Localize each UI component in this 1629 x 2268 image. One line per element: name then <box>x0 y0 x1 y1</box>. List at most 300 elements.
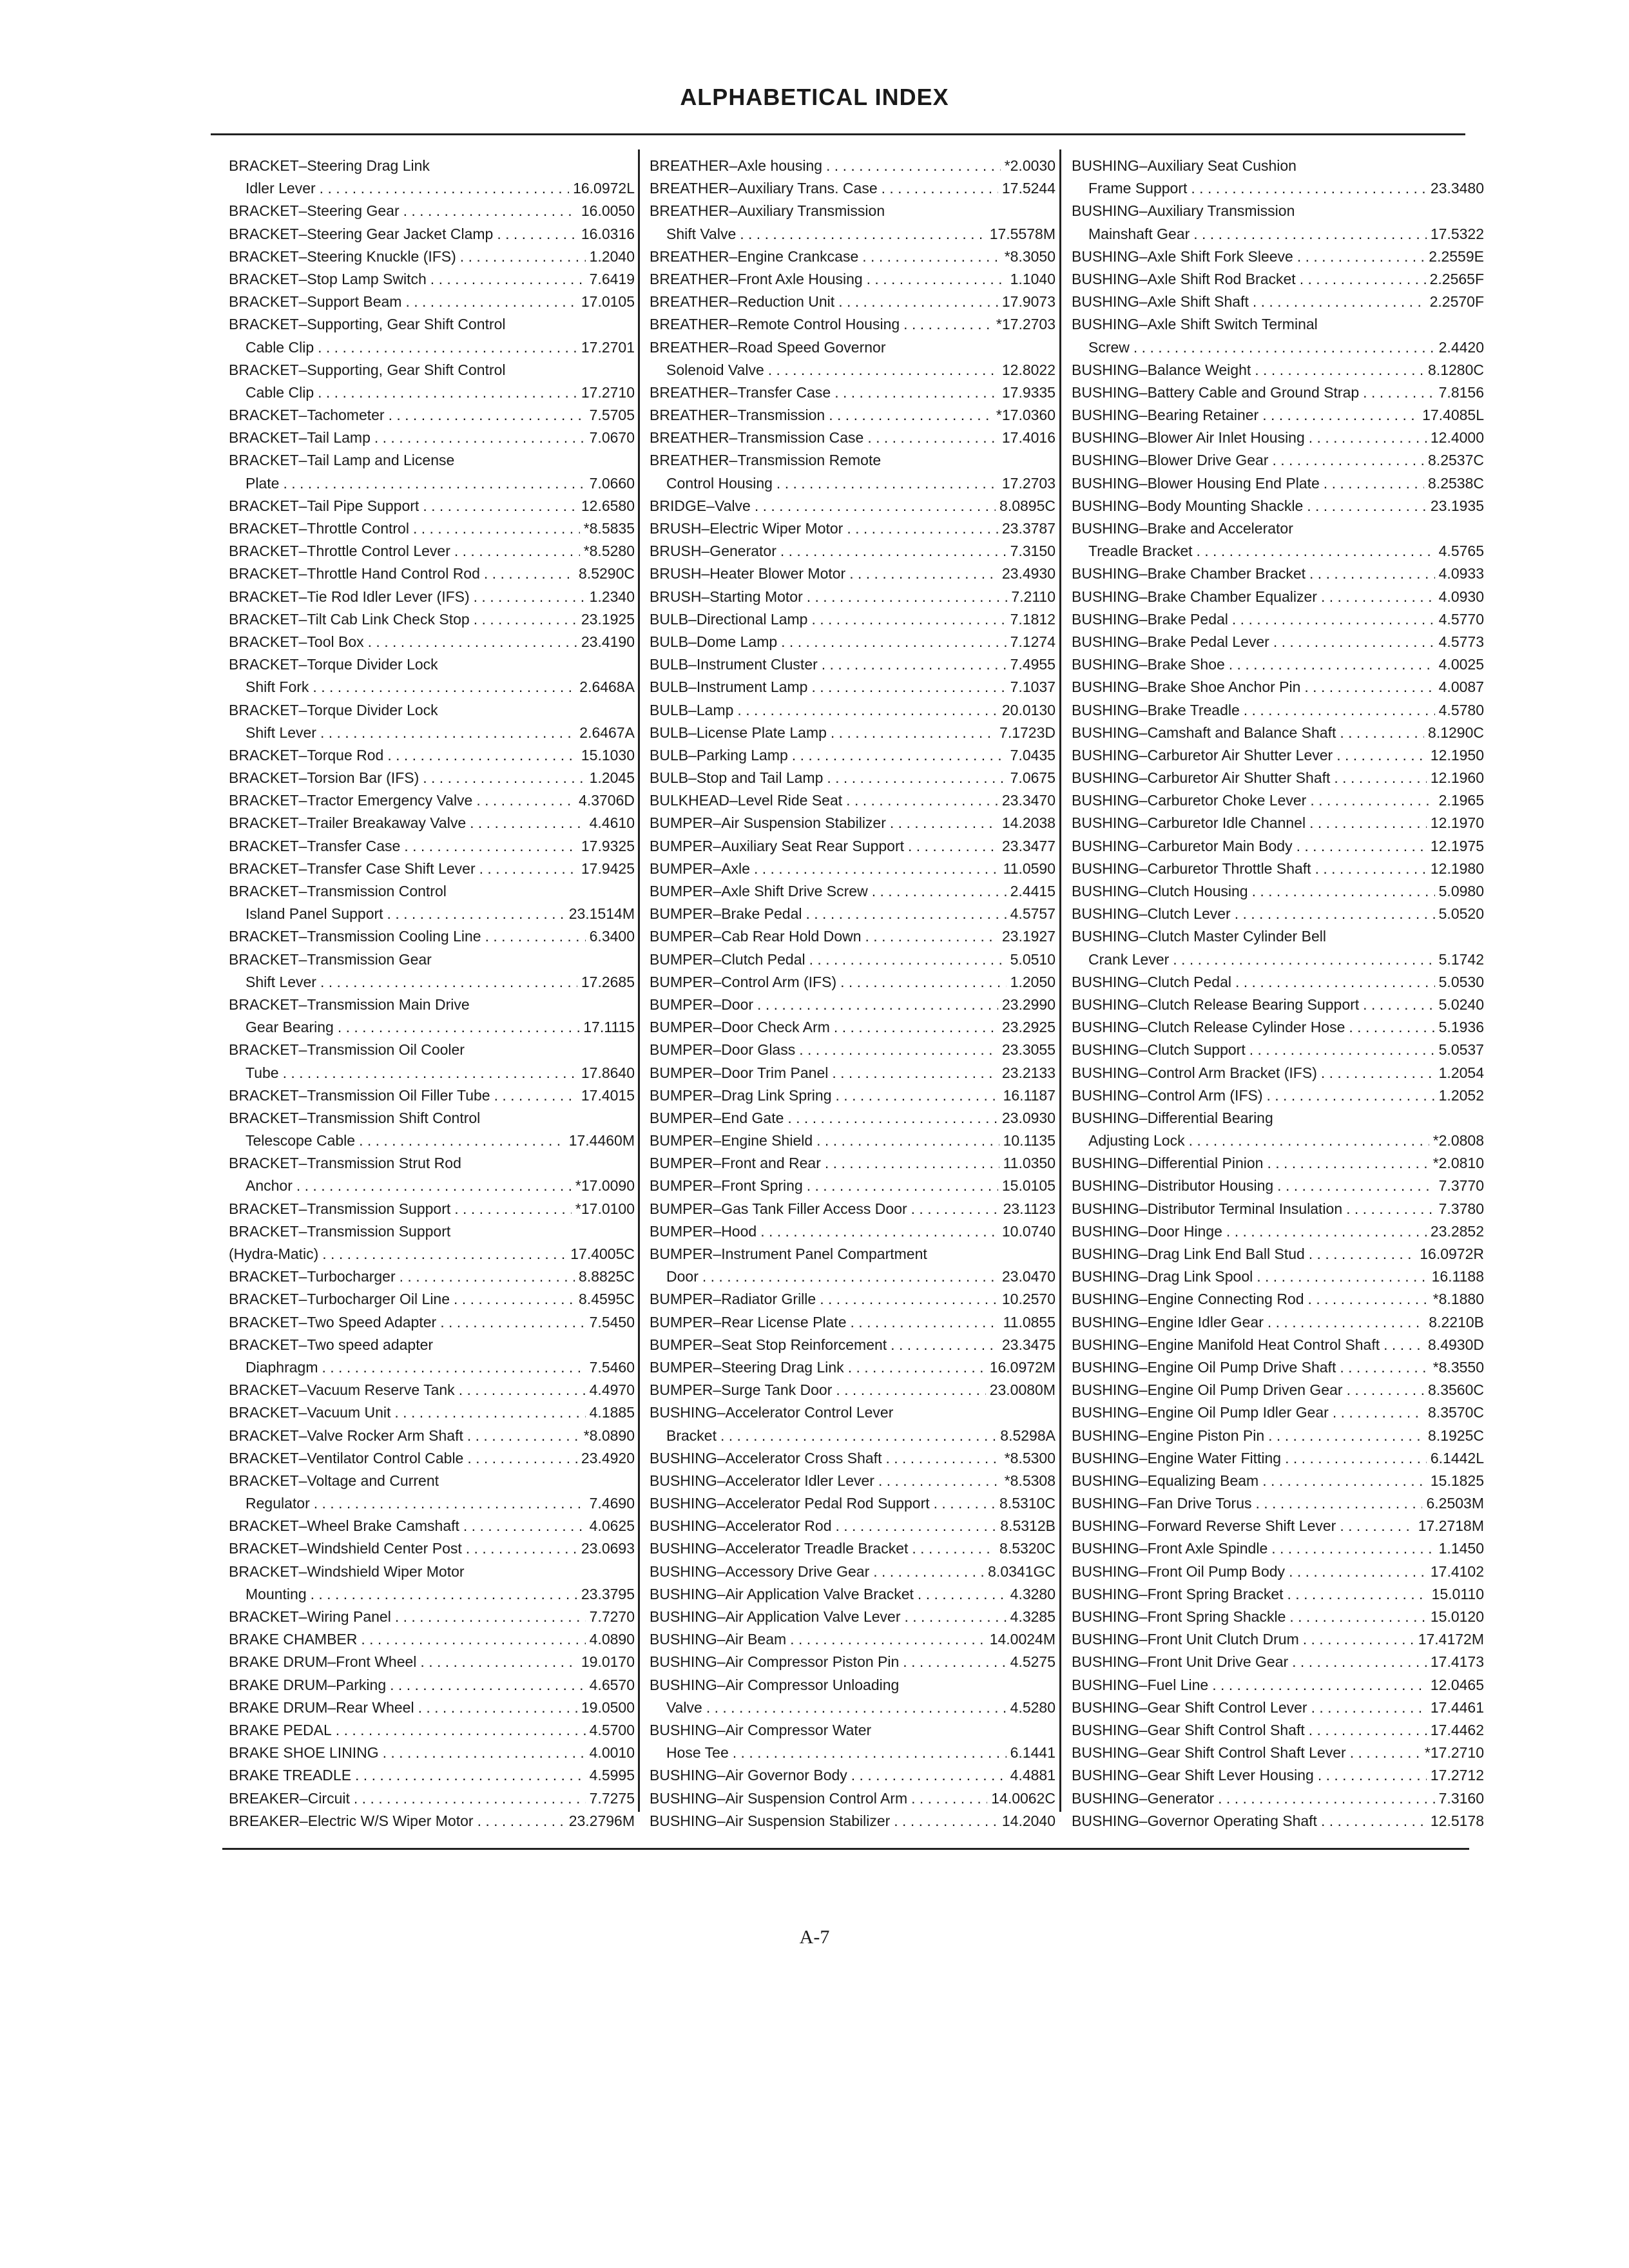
index-entry-reference: 17.0105 <box>581 293 635 311</box>
dot-leader <box>1262 1470 1427 1492</box>
index-entry <box>1072 245 1484 268</box>
dot-leader <box>320 971 577 994</box>
index-entry-label: BRACKET–Throttle Hand Control Rod <box>229 565 480 582</box>
index-entry-label: BUMPER–Axle Shift Drive Screw <box>650 883 868 899</box>
dot-leader <box>836 1084 999 1107</box>
index-entry <box>650 313 1055 336</box>
index-entry <box>1072 1515 1484 1537</box>
index-entry <box>650 381 1055 404</box>
index-entry-label: BUSHING–Forward Reverse Shift Lever <box>1072 1517 1336 1535</box>
index-entry-reference: 23.3795 <box>581 1585 635 1602</box>
index-entry <box>229 381 635 404</box>
index-entry <box>229 903 635 925</box>
index-entry-label: BREATHER–Transmission Case <box>650 429 864 447</box>
index-entry-label: BULB–Dome Lamp <box>650 633 778 650</box>
index-entry-label: Tube <box>246 1064 279 1081</box>
index-entry-reference: 6.2503M <box>1426 1495 1484 1512</box>
index-entry-reference: 1.2045 <box>589 769 635 787</box>
index-entry-reference: 17.4461 <box>1430 1698 1484 1716</box>
index-entry <box>650 744 1055 767</box>
index-entry <box>229 1016 635 1039</box>
dot-leader <box>423 495 577 517</box>
dot-leader <box>911 1198 999 1220</box>
index-entry-reference: 2.2565F <box>1429 270 1484 287</box>
index-entry-label: BRACKET–Transmission Support <box>229 1222 451 1240</box>
dot-leader <box>867 268 1007 291</box>
index-entry-label: BUSHING–Axle Shift Fork Sleeve <box>1072 247 1293 265</box>
index-entry-label: BRACKET–Transmission Gear <box>229 950 432 968</box>
index-entry-reference: 23.2990 <box>1001 995 1055 1013</box>
dot-leader <box>903 1651 1006 1673</box>
index-entry-label: BUSHING–Accelerator Idler Lever <box>650 1472 874 1489</box>
index-entry-label: BRACKET–Voltage and Current <box>229 1472 439 1489</box>
index-entry-reference: 1.1450 <box>1438 1540 1484 1557</box>
index-entry-reference: 15.1030 <box>581 746 635 764</box>
index-entry <box>1072 744 1484 767</box>
index-entry-label: BRACKET–Two speed adapter <box>229 1336 434 1353</box>
index-entry-label: BUSHING–Balance Weight <box>1072 361 1251 378</box>
index-entry-label: BRACKET–Steering Gear <box>229 202 400 220</box>
index-entry-reference: 16.0972R <box>1420 1245 1484 1262</box>
index-entry-reference: 4.0933 <box>1438 565 1484 582</box>
index-entry-label: BUSHING–Air Compressor Piston Pin <box>650 1653 900 1671</box>
index-entry-label: BREATHER–Axle housing <box>650 157 823 174</box>
dot-leader <box>836 1515 997 1537</box>
index-entry-label: BUSHING–Engine Oil Pump Idler Gear <box>1072 1404 1329 1421</box>
index-entry-label: BUSHING–Axle Shift Switch Terminal <box>1072 316 1318 333</box>
index-entry <box>650 767 1055 789</box>
index-entry-reference: 17.2718M <box>1418 1517 1484 1535</box>
dot-leader <box>1289 1606 1427 1628</box>
index-entry-label: BRACKET–Two Speed Adapter <box>229 1313 437 1331</box>
dot-leader <box>1232 608 1435 631</box>
index-entry <box>1072 1379 1484 1401</box>
index-entry-reference: 7.8156 <box>1438 383 1484 401</box>
dot-leader <box>390 1674 586 1696</box>
index-entry <box>229 1651 635 1673</box>
index-entry-reference: 17.4460M <box>568 1132 635 1149</box>
index-entry-reference: 7.5705 <box>589 407 635 424</box>
index-entry-reference: 7.6419 <box>589 270 635 287</box>
index-entry-reference: 16.0972M <box>989 1358 1055 1376</box>
index-entry-label: BUSHING–Engine Oil Pump Drive Shaft <box>1072 1358 1336 1376</box>
dot-leader <box>474 608 577 631</box>
index-entry <box>650 1356 1055 1379</box>
index-entry-label: BUSHING–Axle Shift Rod Bracket <box>1072 270 1296 287</box>
index-entry-reference: 19.0500 <box>581 1698 635 1716</box>
index-entry <box>229 653 635 676</box>
index-entry-reference: 17.9335 <box>1001 383 1055 401</box>
index-entry-label: BUSHING–Front Spring Shackle <box>1072 1608 1286 1625</box>
dot-leader <box>355 1764 586 1787</box>
index-entry-label: Solenoid Valve <box>666 361 764 378</box>
index-entry <box>1072 789 1484 812</box>
index-entry-label: BUSHING–Accelerator Rod <box>650 1517 832 1535</box>
index-entry-reference: 16.0972L <box>573 180 635 197</box>
index-entry-label: BUMPER–Axle <box>650 860 750 877</box>
index-entry-label: BUMPER–Auxiliary Seat Rear Support <box>650 837 904 854</box>
index-entry-reference: 15.0120 <box>1430 1608 1484 1625</box>
index-entry-label: Valve <box>666 1698 702 1716</box>
dot-leader <box>459 1379 586 1401</box>
index-entry <box>650 562 1055 585</box>
index-entry-label: BUMPER–End Gate <box>650 1109 784 1126</box>
index-entry-reference: 4.0890 <box>589 1631 635 1648</box>
dot-leader <box>882 177 998 200</box>
index-entry-reference: 2.6467A <box>579 724 635 741</box>
index-entry <box>229 1515 635 1537</box>
index-entry-reference: 7.1812 <box>1010 610 1055 628</box>
index-entry-reference: 17.4015 <box>581 1086 635 1104</box>
page-number: A-7 <box>799 1927 830 1948</box>
index-entry-reference: 23.3480 <box>1430 180 1484 197</box>
index-entry-reference: 4.0025 <box>1438 656 1484 673</box>
index-entry <box>650 427 1055 449</box>
index-entry-label: BRACKET–Transmission Control <box>229 883 447 899</box>
index-entry-label: BUSHING–Air Suspension Control Arm <box>650 1789 908 1807</box>
dot-leader <box>890 812 998 834</box>
index-entry <box>229 1492 635 1515</box>
index-entry <box>229 1401 635 1424</box>
index-entry-reference: 12.1950 <box>1430 746 1484 764</box>
index-entry-label: BRUSH–Generator <box>650 543 776 560</box>
column-divider-2 <box>1059 149 1061 1812</box>
index-entry <box>1072 835 1484 858</box>
index-entry-reference: 7.0675 <box>1010 769 1055 787</box>
index-entry-label: BRACKET–Vacuum Reserve Tank <box>229 1381 455 1399</box>
index-entry <box>1072 676 1484 698</box>
index-entry-label: BUSHING–Differential Pinion <box>1072 1155 1264 1172</box>
index-entry-label: BRACKET–Transfer Case <box>229 837 401 854</box>
index-entry <box>229 200 635 222</box>
index-entry <box>1072 1764 1484 1787</box>
index-column-3 <box>1072 155 1484 1832</box>
dot-leader <box>359 1129 565 1152</box>
index-entry-label: BUMPER–Front and Rear <box>650 1155 821 1172</box>
dot-leader <box>1267 1084 1435 1107</box>
index-entry <box>650 789 1055 812</box>
index-entry-reference: 23.3787 <box>1001 520 1055 537</box>
index-entry-reference: 8.0341GC <box>988 1562 1055 1580</box>
index-entry-reference: 8.4930D <box>1428 1336 1484 1353</box>
dot-leader <box>1307 495 1427 517</box>
index-entry <box>229 1356 635 1379</box>
index-entry-label: BRACKET–Steering Gear Jacket Clamp <box>229 225 494 242</box>
index-entry <box>650 1243 1055 1265</box>
index-entry-reference: 6.1442L <box>1430 1449 1484 1466</box>
index-entry <box>650 1016 1055 1039</box>
dot-leader <box>872 880 1007 903</box>
index-entry-reference: 17.5322 <box>1430 225 1484 242</box>
dot-leader <box>1212 1674 1427 1696</box>
dot-leader <box>463 1515 586 1537</box>
index-entry-label: BUSHING–Fuel Line <box>1072 1676 1209 1693</box>
index-entry <box>1072 155 1484 177</box>
dot-leader <box>1309 1719 1427 1742</box>
index-entry-reference: 2.1965 <box>1438 792 1484 809</box>
dot-leader <box>811 676 1006 698</box>
index-entry-reference: 7.4690 <box>589 1495 635 1512</box>
index-entry-reference: 7.3780 <box>1438 1200 1484 1217</box>
index-entry-label: BUSHING–Clutch Support <box>1072 1041 1246 1059</box>
index-entry <box>650 1447 1055 1470</box>
index-entry <box>1072 177 1484 200</box>
index-entry-reference: 5.0520 <box>1438 905 1484 923</box>
dot-leader <box>383 1742 586 1764</box>
index-entry-label: BUSHING–Door Hinge <box>1072 1222 1222 1240</box>
dot-leader <box>404 835 577 858</box>
index-entry-label: (Hydra-Matic) <box>229 1245 319 1262</box>
index-entry-reference: 8.1290C <box>1428 724 1484 741</box>
dot-leader <box>1235 903 1435 925</box>
index-entry-reference: 7.5450 <box>589 1313 635 1331</box>
index-entry-reference: 16.0316 <box>581 225 635 242</box>
index-entry-label: Plate <box>246 474 280 492</box>
index-entry-label: Idler Lever <box>246 180 316 197</box>
index-entry-label: Frame Support <box>1088 180 1188 197</box>
index-entry <box>650 1039 1055 1061</box>
index-entry-label: BUSHING–Drag Link End Ball Stud <box>1072 1245 1305 1262</box>
page-title: ALPHABETICAL INDEX <box>680 84 949 110</box>
dot-leader <box>1229 653 1435 676</box>
dot-leader <box>1193 223 1427 245</box>
index-entry-label: BREATHER–Front Axle Housing <box>650 270 863 287</box>
index-entry-label: BUSHING–Carburetor Main Body <box>1072 837 1293 854</box>
index-entry <box>229 1152 635 1175</box>
index-entry-label: BRACKET–Steering Drag Link <box>229 157 430 174</box>
dot-leader <box>816 1129 999 1152</box>
dot-leader <box>283 472 585 495</box>
index-entry-label: BUSHING–Engine Water Fitting <box>1072 1449 1282 1466</box>
index-entry-reference: 1.2050 <box>1010 973 1055 990</box>
dot-leader <box>1303 1628 1414 1651</box>
index-entry-label: BUSHING–Clutch Lever <box>1072 905 1231 923</box>
index-entry-label: BULB–Directional Lamp <box>650 610 808 628</box>
index-entry-label: BUMPER–Air Suspension Stabilizer <box>650 814 886 832</box>
index-entry-reference: 17.5578M <box>989 225 1055 242</box>
dot-leader <box>1133 336 1435 359</box>
index-entry <box>650 631 1055 653</box>
dot-leader <box>873 1561 984 1583</box>
dot-leader <box>430 268 586 291</box>
index-entry-reference: *8.0890 <box>583 1427 635 1444</box>
index-entry-label: BUSHING–Control Arm Bracket (IFS) <box>1072 1064 1317 1081</box>
dot-leader <box>1253 291 1426 313</box>
index-entry-label: BRACKET–Turbocharger <box>229 1268 396 1285</box>
index-entry <box>229 1288 635 1311</box>
index-entry-reference: 23.2796M <box>568 1812 635 1829</box>
index-entry <box>650 517 1055 540</box>
index-entry-reference: *8.3550 <box>1432 1358 1484 1376</box>
index-entry-label: BUMPER–Brake Pedal <box>650 905 802 923</box>
dot-leader <box>313 676 575 698</box>
index-entry-reference: 7.2110 <box>1011 588 1055 605</box>
dot-leader <box>799 1039 998 1061</box>
index-entry-reference: 23.4930 <box>1001 565 1055 582</box>
index-entry <box>650 903 1055 925</box>
index-entry-label: Cable Clip <box>246 338 314 356</box>
index-entry-reference: 10.2570 <box>1001 1291 1055 1308</box>
index-entry-label: BUSHING–Carburetor Choke Lever <box>1072 792 1307 809</box>
index-entry-label: BUMPER–Seat Stop Reinforcement <box>650 1336 887 1353</box>
index-entry-label: BUSHING–Accelerator Treadle Bracket <box>650 1540 909 1557</box>
dot-leader <box>1310 789 1434 812</box>
index-entry <box>229 1742 635 1764</box>
index-entry <box>1072 1243 1484 1265</box>
dot-leader <box>733 1742 1007 1764</box>
dot-leader <box>1262 404 1418 427</box>
index-entry <box>1072 1401 1484 1424</box>
index-entry <box>1072 1742 1484 1764</box>
index-entry-reference: 7.5460 <box>589 1358 635 1376</box>
index-entry-reference: 8.5310C <box>999 1495 1055 1512</box>
index-entry <box>1072 1492 1484 1515</box>
index-entry-label: BRAKE DRUM–Parking <box>229 1676 387 1693</box>
index-entry-label: BUSHING–Auxiliary Transmission <box>1072 202 1295 220</box>
dot-leader <box>423 767 585 789</box>
index-entry-label: BRACKET–Tachometer <box>229 407 385 424</box>
index-entry-reference: 4.5700 <box>589 1721 635 1738</box>
index-entry-reference: 17.9325 <box>581 837 635 854</box>
index-entry <box>229 1129 635 1152</box>
index-entry-reference: *8.5300 <box>1004 1449 1055 1466</box>
index-entry-reference: 12.1970 <box>1430 814 1484 832</box>
index-entry-label: BUMPER–Front Spring <box>650 1177 803 1195</box>
index-entry-reference: 2.4415 <box>1010 883 1055 899</box>
dot-leader <box>885 1447 1000 1470</box>
index-entry <box>650 1129 1055 1152</box>
dot-leader <box>470 812 586 834</box>
index-entry-reference: *8.5280 <box>583 543 635 560</box>
dot-leader <box>702 1265 998 1288</box>
index-entry <box>229 676 635 698</box>
dot-leader <box>706 1696 1007 1719</box>
index-entry-reference: 12.5178 <box>1430 1812 1484 1829</box>
index-entry-label: BRAKE DRUM–Rear Wheel <box>229 1698 414 1716</box>
dot-leader <box>834 1016 998 1039</box>
index-entry <box>650 1606 1055 1628</box>
dot-leader <box>1285 1447 1427 1470</box>
index-entry-reference: 17.1115 <box>583 1019 635 1036</box>
dot-leader <box>737 699 998 722</box>
index-entry-label: BUSHING–Clutch Release Bearing Support <box>1072 995 1360 1013</box>
index-entry-reference: 17.8640 <box>581 1064 635 1081</box>
index-entry-reference: 12.8022 <box>1001 361 1055 378</box>
index-entry <box>229 789 635 812</box>
dot-leader <box>1249 1039 1435 1061</box>
index-entry <box>1072 404 1484 427</box>
index-entry-reference: 23.4920 <box>581 1449 635 1466</box>
index-entry-label: BUSHING–Accelerator Cross Shaft <box>650 1449 882 1466</box>
dot-leader <box>403 200 577 222</box>
index-entry <box>1072 562 1484 585</box>
index-entry-reference: 23.1935 <box>1430 497 1484 514</box>
index-entry <box>1072 608 1484 631</box>
index-entry <box>650 245 1055 268</box>
index-entry <box>229 1334 635 1356</box>
index-entry-reference: *2.0810 <box>1432 1155 1484 1172</box>
index-entry-reference: 7.4955 <box>1010 656 1055 673</box>
dot-leader <box>318 336 577 359</box>
dot-leader <box>1309 427 1427 449</box>
index-entry <box>1072 1561 1484 1583</box>
index-entry <box>650 1265 1055 1288</box>
index-entry <box>650 1425 1055 1447</box>
index-entry <box>229 336 635 359</box>
index-entry-label: BRACKET–Valve Rocker Arm Shaft <box>229 1427 463 1444</box>
index-entry-label: BUMPER–Door Check Arm <box>650 1019 830 1036</box>
index-entry <box>229 971 635 994</box>
index-entry <box>1072 1311 1484 1334</box>
index-entry <box>1072 1129 1484 1152</box>
index-entry-reference: 17.4016 <box>1001 429 1055 447</box>
dot-leader <box>1336 744 1427 767</box>
index-entry-reference: 23.3475 <box>1001 1336 1055 1353</box>
index-entry <box>1072 1425 1484 1447</box>
index-entry <box>229 1175 635 1197</box>
dot-leader <box>1257 1265 1427 1288</box>
index-entry <box>1072 925 1484 948</box>
dot-leader <box>322 1356 586 1379</box>
index-entry <box>1072 903 1484 925</box>
index-entry-reference: 12.1975 <box>1430 837 1484 854</box>
index-entry <box>229 1243 635 1265</box>
index-entry-reference: 11.0855 <box>1003 1313 1055 1331</box>
index-entry-label: BUSHING–Air Governor Body <box>650 1767 847 1784</box>
index-entry-reference: 4.5757 <box>1010 905 1055 923</box>
index-entry-reference: 6.1441 <box>1010 1744 1055 1762</box>
dot-leader <box>1297 245 1425 268</box>
index-entry-label: BUSHING–Brake Shoe <box>1072 656 1225 673</box>
index-entry <box>1072 336 1484 359</box>
index-entry-label: Diaphragm <box>246 1358 318 1376</box>
index-entry <box>229 744 635 767</box>
dot-leader <box>840 971 1007 994</box>
index-entry <box>229 1039 635 1061</box>
index-entry <box>229 404 635 427</box>
index-entry-label: BUSHING–Air Beam <box>650 1631 787 1648</box>
index-entry <box>650 1062 1055 1084</box>
index-entry <box>650 1674 1055 1696</box>
index-entry <box>229 1561 635 1583</box>
index-entry-label: BUMPER–Steering Drag Link <box>650 1358 844 1376</box>
index-entry-reference: 17.2710 <box>581 383 635 401</box>
dot-leader <box>1300 268 1426 291</box>
index-entry-reference: 1.1040 <box>1010 270 1055 287</box>
index-entry <box>650 1198 1055 1220</box>
index-entry-reference: 7.3160 <box>1438 1789 1484 1807</box>
index-entry-reference: 4.5765 <box>1438 543 1484 560</box>
dot-leader <box>454 1198 572 1220</box>
index-entry-reference: 23.0080M <box>989 1381 1055 1399</box>
index-entry-label: BUMPER–Control Arm (IFS) <box>650 973 837 990</box>
index-entry-reference: 17.2701 <box>581 338 635 356</box>
index-entry-label: BUSHING–Engine Manifold Heat Control Shaft <box>1072 1336 1380 1353</box>
index-entry-reference: 23.1925 <box>581 610 635 628</box>
dot-leader <box>760 1220 998 1243</box>
index-entry-label: BUSHING–Brake Pedal Lever <box>1072 633 1269 650</box>
index-entry <box>1072 1674 1484 1696</box>
dot-leader <box>891 1334 998 1356</box>
index-entry <box>229 631 635 653</box>
index-entry-reference: 23.1123 <box>1003 1200 1055 1217</box>
index-entry-label: BUMPER–Rear License Plate <box>650 1313 847 1331</box>
index-entry-reference: 23.3055 <box>1001 1041 1055 1059</box>
index-entry-label: BUSHING–Front Oil Pump Body <box>1072 1562 1286 1580</box>
dot-leader <box>420 1651 577 1673</box>
index-entry-label: BUMPER–Hood <box>650 1222 757 1240</box>
index-entry <box>1072 812 1484 834</box>
